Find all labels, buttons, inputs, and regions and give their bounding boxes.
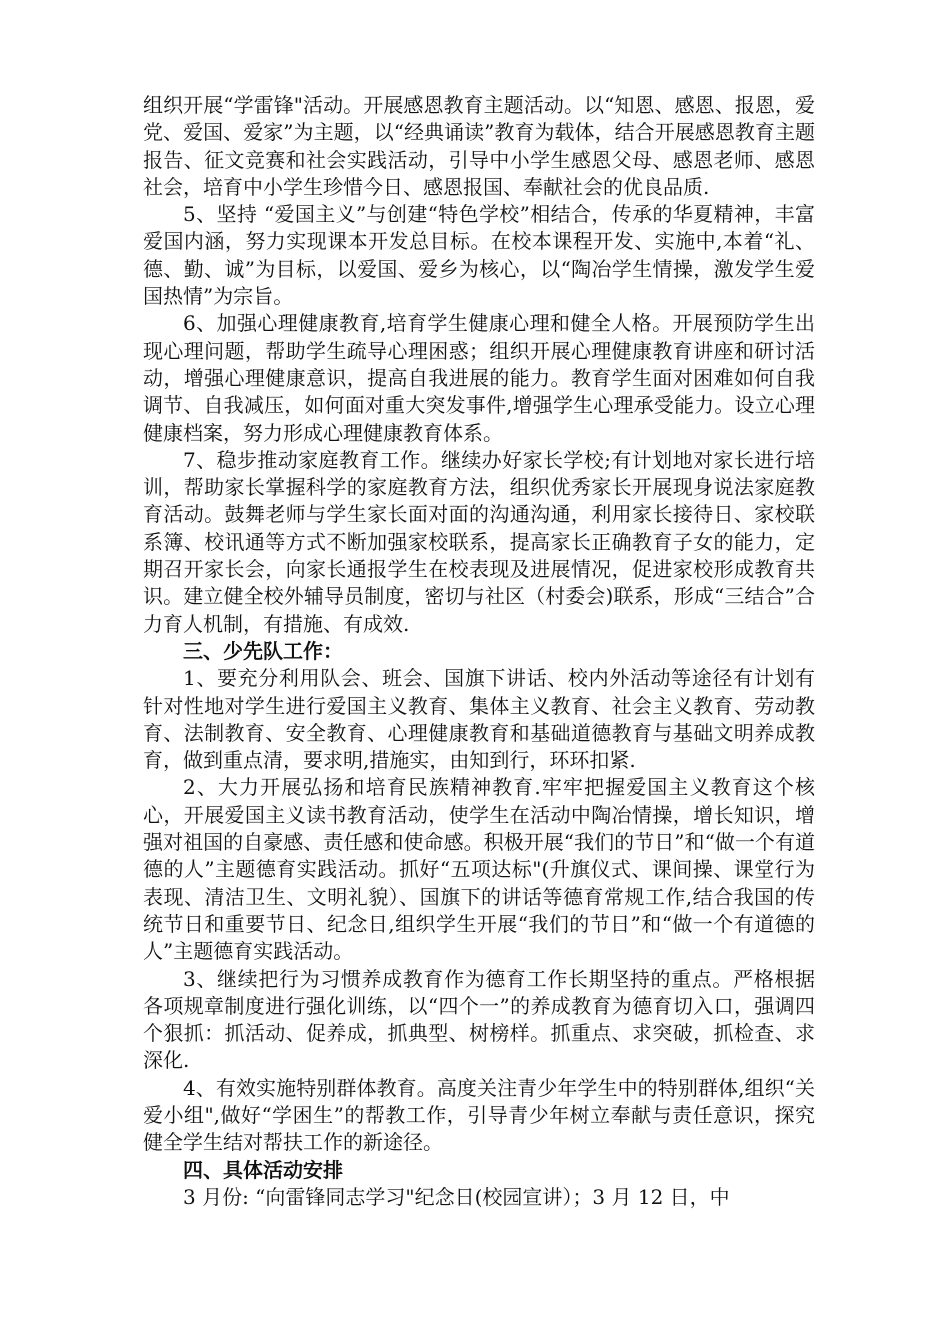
paragraph-pioneers-4: 4、有效实施特别群体教育。高度关注青少年学生中的特别群体,组织“关爱小组",做好“学困生”的帮教工作，引导青少年树立奉献与责任意识，探究健全学生结对帮扶工作的新途径。 — [143, 1075, 815, 1155]
paragraph-intro: 组织开展“学雷锋"活动。开展感恩教育主题活动。以“知恩、感恩、报恩，爱党、爱国、爱家”为主题，以“经典诵读”教育为载体，结合开展感恩教育主题报告、征文竞赛和社会实践活动，引导中小学生感恩父母、感恩老师、感恩社会，培育中小学生珍惜今日、感恩报国、奉献社会的优良品质. — [143, 93, 815, 199]
paragraph-pioneers-1: 1、要充分利用队会、班会、国旗下讲话、校内外活动等途径有计划有针对性地对学生进行爱国主义教育、集体主义教育、社会主义教育、劳动教育、法制教育、安全教育、心理健康教育和基础道德教育与基础文明养成教育，做到重点清，要求明,措施实，由知到行，环环扣紧. — [143, 666, 815, 773]
paragraph-pioneers-3: 3、继续把行为习惯养成教育作为德育工作长期坚持的重点。严格根据各项规章制度进行强化训练，以“四个一”的养成教育为德育切入口，强调四个狠抓：抓活动、促养成，抓典型、树榜样。抓重点、求突破，抓检查、求深化. — [143, 966, 815, 1073]
paragraph-march-activities: 3 月份: “向雷锋同志学习"纪念日(校园宣讲）；3 月 12 日，中 — [183, 1184, 730, 1209]
paragraph-item-7: 7、稳步推动家庭教育工作。继续办好家长学校;有计划地对家长进行培训，帮助家长掌握科学的家庭教育方法，组织优秀家长开展现身说法家庭教育活动。鼓舞老师与学生家长面对面的沟通沟通，利用家长接待日、家校联系簿、校讯通等方式不断加强家校联系，提高家长正确教育子女的能力，定期召开家长会，向家长通报学生在校表现及进展情况，促进家校形成教育共识。建立健全校外辅导员制度，密切与社区（村委会)联系，形成“三结合”合力育人机制，有措施、有成效. — [143, 447, 815, 636]
paragraph-pioneers-2: 2、大力开展弘扬和培育民族精神教育.牢牢把握爱国主义教育这个核心，开展爱国主义读书教育活动，使学生在活动中陶冶情操，增长知识，增强对祖国的自豪感、责任感和使命感。积极开展“我们的节日”和“做一个有道德的人”主题德育实践活动。抓好“五项达标"(升旗仪式、课间操、课堂行为表现、清洁卫生、文明礼貌）、国旗下的讲话等德育常规工作,结合我国的传统节日和重要节日、纪念日,组织学生开展“我们的节日”和“做一个有道德的人”主题德育实践活动。 — [143, 775, 815, 964]
paragraph-item-5: 5、坚持 “爱国主义”与创建“特色学校”相结合，传承的华夏精神，丰富爱国内涵，努力实现课本开发总目标。在校本课程开发、实施中,本着“礼、德、勤、诚”为目标，以爱国、爱乡为核心，以“陶冶学生情操，激发学生爱国热情”为宗旨。 — [143, 202, 815, 309]
document-page — [143, 92, 815, 1211]
section-heading-young-pioneers: 三、少先队工作： — [183, 638, 343, 663]
section-heading-activities: 四、具体活动安排 — [183, 1157, 343, 1182]
paragraph-item-6: 6、加强心理健康教育,培育学生健康心理和健全人格。开展预防学生出现心理问题，帮助学生疏导心理困惑；组织开展心理健康教育讲座和研讨活动，增强心理健康意识，提高自我进展的能力。教育学生面对困难如何自我调节、自我减压，如何面对重大突发事件,增强学生心理承受能力。设立心理健康档案，努力形成心理健康教育体系。 — [143, 311, 815, 445]
